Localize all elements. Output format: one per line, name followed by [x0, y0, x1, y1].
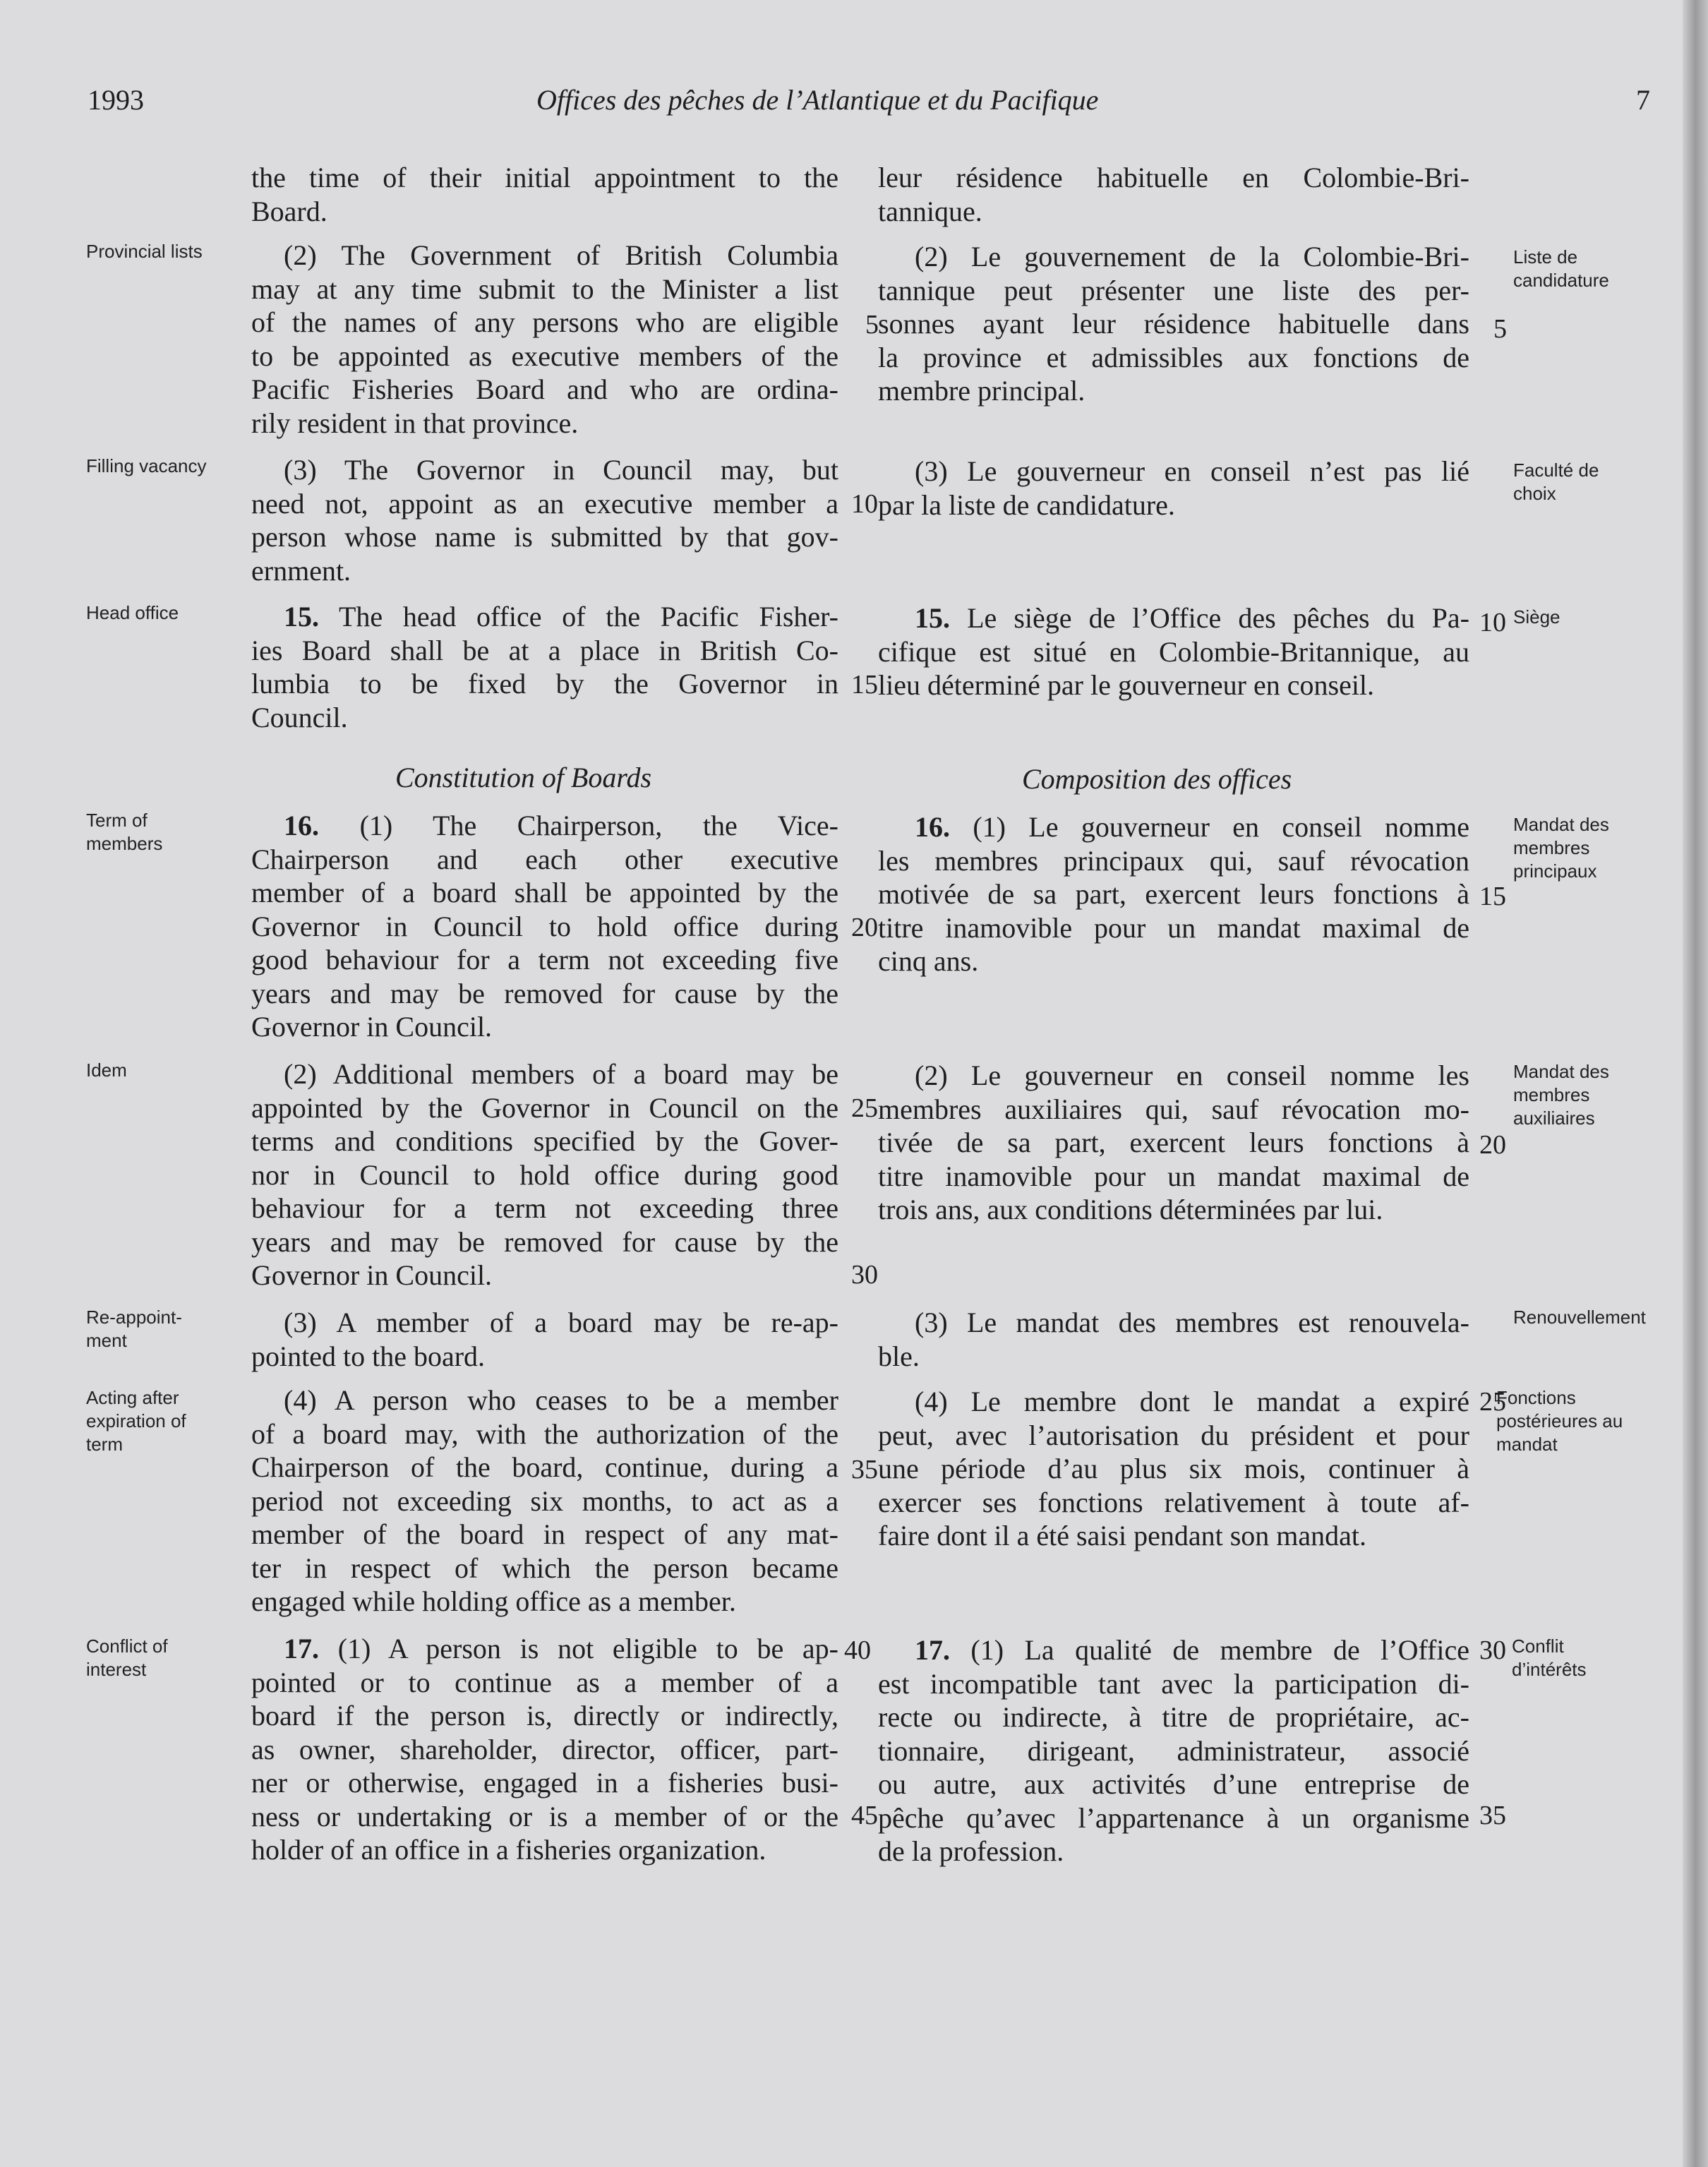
section-number: 17.	[284, 1633, 319, 1664]
margin-note-conflit-interets: Conflit d’intérêts	[1512, 1635, 1587, 1680]
header-year: 1993	[88, 84, 144, 116]
line-number: 20	[851, 913, 878, 942]
section-number: 16.	[915, 811, 950, 843]
margin-note-siege: Siège	[1513, 606, 1560, 628]
en-subsection-14-2: (2) The Government of British Columbia may at any time submit to the Minister a list of the names of any persons who are eligible to be appointed as executive members of the Pacific Fisheries Board and who are ordina- rily resident in that province.	[251, 239, 838, 439]
header-title: Offices des pêches de l’Atlantique et du Pacifique	[536, 84, 1099, 116]
margin-note-filling-vacancy: Filling vacancy	[86, 455, 207, 476]
margin-note-liste-de-candidature: Liste de candidature	[1513, 246, 1609, 291]
margin-note-term-of-members: Term of members	[86, 810, 163, 854]
line-number: 5	[1493, 314, 1507, 344]
line-number: 5	[865, 310, 879, 340]
en-section-15: 15. The head office of the Pacific Fisher- ies Board shall be at a place in British Co- lumbia to be fixed by the Governor in Council.	[251, 601, 838, 733]
margin-note-head-office: Head office	[86, 602, 179, 623]
fr-section-16-4: (4) Le membre dont le mandat a expiré peut, avec l’autorisation du président et pour une période d’au plus six mois, continuer à exercer ses fonctions relativement à toute af- faire dont il a été saisi pendant son mandat.	[878, 1386, 1469, 1551]
page-number: 7	[1636, 84, 1650, 116]
line-number: 35	[851, 1455, 878, 1484]
margin-note-renouvellement: Renouvellement	[1513, 1307, 1646, 1328]
line-number: 10	[1479, 608, 1506, 637]
line-number: 20	[1479, 1130, 1506, 1160]
en-section-17-1: 17. (1) A person is not eligible to be ap- pointed or to continue as a member of a board if the person is, directly or indirectly, as owner, shareholder, director, officer, part- ner or otherwise, engaged in a fisheries busi- ness or undertaking or is a member of or the holder of an office in a fisheries organization.	[251, 1633, 838, 1866]
section-number: 16.	[284, 810, 319, 841]
fr-heading-composition: Composition des offices	[1022, 763, 1292, 795]
en-section-16-1: 16. (1) The Chairperson, the Vice- Chairperson and each other executive member of a board shall be appointed by the Governor in Council to hold office during good behaviour for a term not exceeding five years and may be removed for cause by the Governor in Council.	[251, 810, 838, 1043]
fr-section-16-3: (3) Le mandat des membres est renouvela- ble.	[878, 1307, 1469, 1372]
section-number: 15.	[284, 601, 319, 632]
line-number: 40	[844, 1635, 871, 1665]
section-number: 17.	[915, 1634, 950, 1666]
line-number: 25	[1479, 1387, 1506, 1417]
margin-note-reappointment: Re-appoint- ment	[86, 1307, 182, 1351]
line-number: 35	[1479, 1801, 1506, 1830]
line-number: 45	[851, 1801, 878, 1830]
line-number: 15	[851, 670, 878, 700]
fr-section-16-1: 16. (1) Le gouverneur en conseil nomme les membres principaux qui, sauf révocation motivée de sa part, exercent leurs fonctions à titre inamovible pour un mandat maximal de cinq ans.	[878, 811, 1469, 977]
en-continuation-paragraph: the time of their initial appointment to the Board.	[251, 162, 838, 227]
fr-subsection-14-3: (3) Le gouverneur en conseil n’est pas lié par la liste de candidature.	[878, 455, 1469, 521]
line-number: 30	[1479, 1635, 1506, 1665]
fr-continuation-paragraph: leur résidence habituelle en Colombie-Bri- tannique.	[878, 162, 1469, 227]
margin-note-idem: Idem	[86, 1060, 127, 1081]
fr-section-16-2: (2) Le gouverneur en conseil nomme les membres auxiliaires qui, sauf révocation mo- tivée de sa part, exercent leurs fonctions à titre inamovible pour un mandat maximal de trois ans, aux conditions déterminées par lui.	[878, 1060, 1469, 1225]
margin-note-mandat-auxiliaires: Mandat des membres auxiliaires	[1513, 1061, 1609, 1129]
fr-subsection-14-2: (2) Le gouvernement de la Colombie-Bri- tannique peut présenter une liste des per- sonnes ayant leur résidence habituelle dans la province et admissibles aux fonctions de membre principal.	[878, 241, 1469, 407]
fr-section-15: 15. Le siège de l’Office des pêches du Pa- cifique est situé en Colombie-Britannique, au lieu déterminé par le gouverneur en conseil.	[878, 602, 1469, 701]
fr-section-17-1: 17. (1) La qualité de membre de l’Office est incompatible tant avec la participation di- recte ou indirecte, à titre de propriétaire, ac- tionnaire, dirigeant, administrateur, associé ou autre, aux activités d’une entreprise de pêche qu’avec l’appartenance à un organisme de la profession.	[878, 1634, 1469, 1867]
line-number: 10	[851, 489, 878, 519]
margin-note-faculte-de-choix: Faculté de choix	[1513, 460, 1599, 504]
margin-note-mandat-principaux: Mandat des membres principaux	[1513, 814, 1609, 882]
page-edge-shadow	[1683, 0, 1708, 2167]
margin-note-fonctions-posterieures: Fonctions postérieures au mandat	[1496, 1387, 1623, 1455]
section-number: 15.	[915, 602, 950, 634]
line-number: 15	[1479, 882, 1506, 911]
margin-note-provincial-lists: Provincial lists	[86, 241, 203, 262]
margin-note-conflict-of-interest: Conflict of interest	[86, 1635, 168, 1680]
line-number: 25	[851, 1093, 878, 1123]
line-number: 30	[851, 1260, 878, 1290]
en-section-16-2: (2) Additional members of a board may be appointed by the Governor in Council on the terms and conditions specified by the Gover- nor in Council to hold office during good behaviour for a term not exceeding three years and may be removed for cause by the Governor in Council.	[251, 1058, 838, 1291]
en-section-16-3: (3) A member of a board may be re-ap- pointed to the board.	[251, 1307, 838, 1372]
en-subsection-14-3: (3) The Governor in Council may, but need not, appoint as an executive member a person whose name is submitted by that gov- ernment.	[251, 454, 838, 587]
en-section-16-4: (4) A person who ceases to be a member of a board may, with the authorization of the Chairperson of the board, continue, during a period not exceeding six months, to act as a member of the board in respect of any mat- ter in respect of which the person became engaged while holding office as a member.	[251, 1384, 838, 1617]
margin-note-acting-after-expiration: Acting after expiration of term	[86, 1387, 186, 1455]
en-heading-constitution: Constitution of Boards	[395, 762, 652, 793]
